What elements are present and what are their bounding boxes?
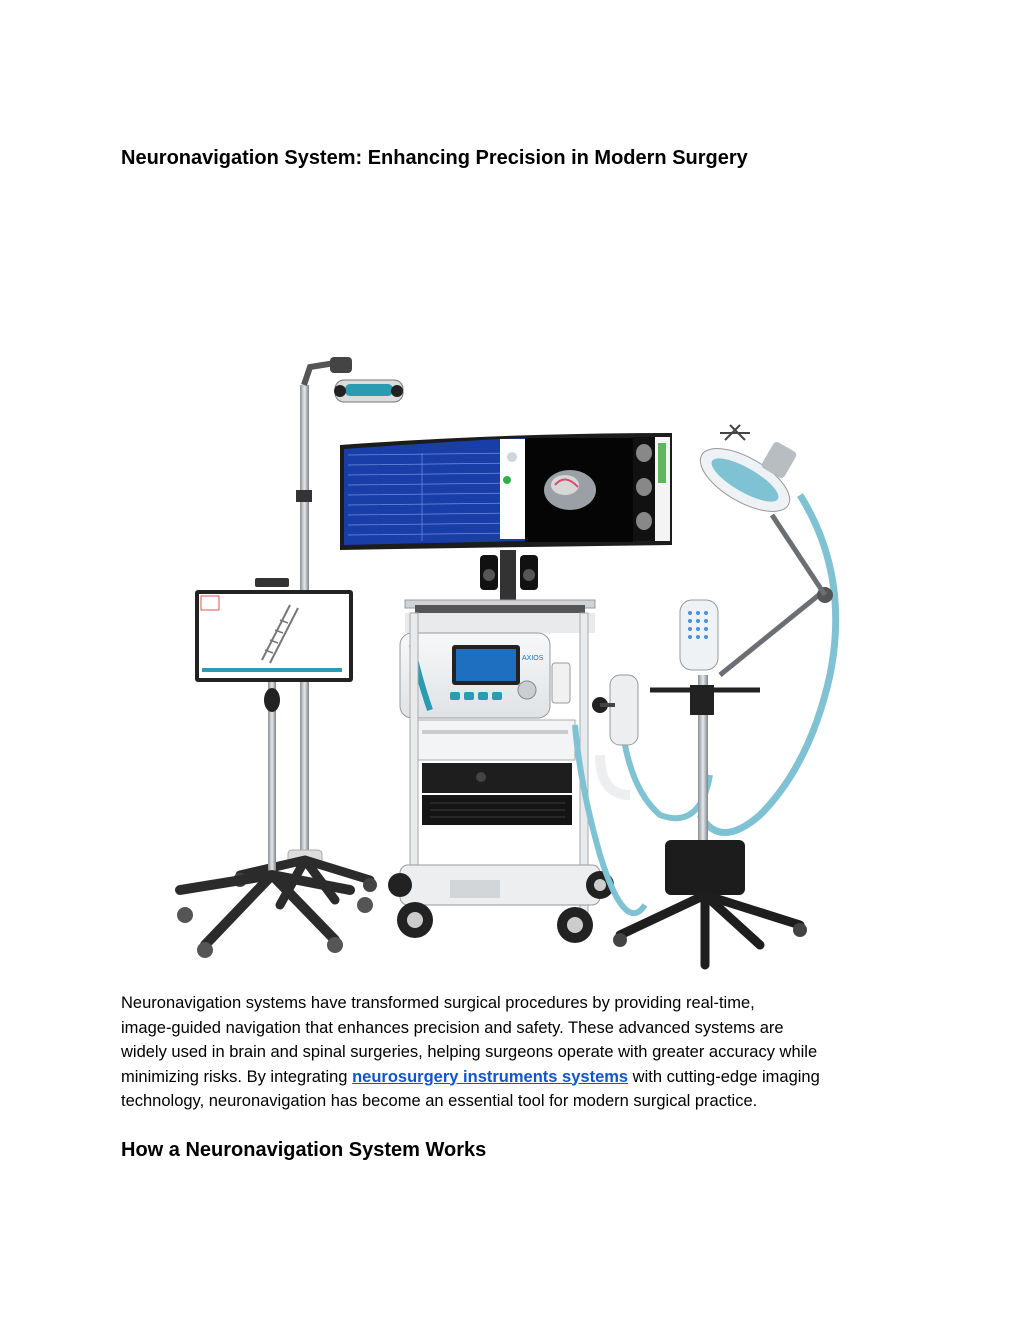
paragraph-line-4 [121, 1065, 921, 1090]
device-brand-label: AXIOS [522, 655, 544, 662]
main-navigation-monitor [340, 433, 672, 605]
paragraph-line-2: image-guided navigation that enhances precision and safety. These advanced systems are [121, 1018, 784, 1037]
intro-paragraph [121, 991, 921, 1114]
page-title: Neuronavigation System: Enhancing Precision in Modern Surgery [121, 147, 748, 169]
paragraph-line-3: widely used in brain and spinal surgeries, helping surgeons operate with greater accuracy while [121, 1043, 818, 1061]
paragraph-line-5: technology, neuronavigation has become an essential tool for modern surgical practice. [121, 1092, 758, 1110]
neurosurgery-instruments-link[interactable]: neurosurgery instruments systems [352, 1067, 629, 1086]
neuronavigation-system-image [160, 345, 840, 970]
paragraph-line-1: Neuronavigation systems have transformed surgical procedures by providing real-time, [121, 994, 755, 1012]
paragraph-line-4-start: minimizing risks. By integrating [121, 1067, 353, 1086]
section-heading: How a Neuronavigation System Works [121, 1139, 487, 1161]
secondary-display [177, 578, 373, 958]
paragraph-line-4-end: with cutting-edge imaging [628, 1067, 820, 1086]
